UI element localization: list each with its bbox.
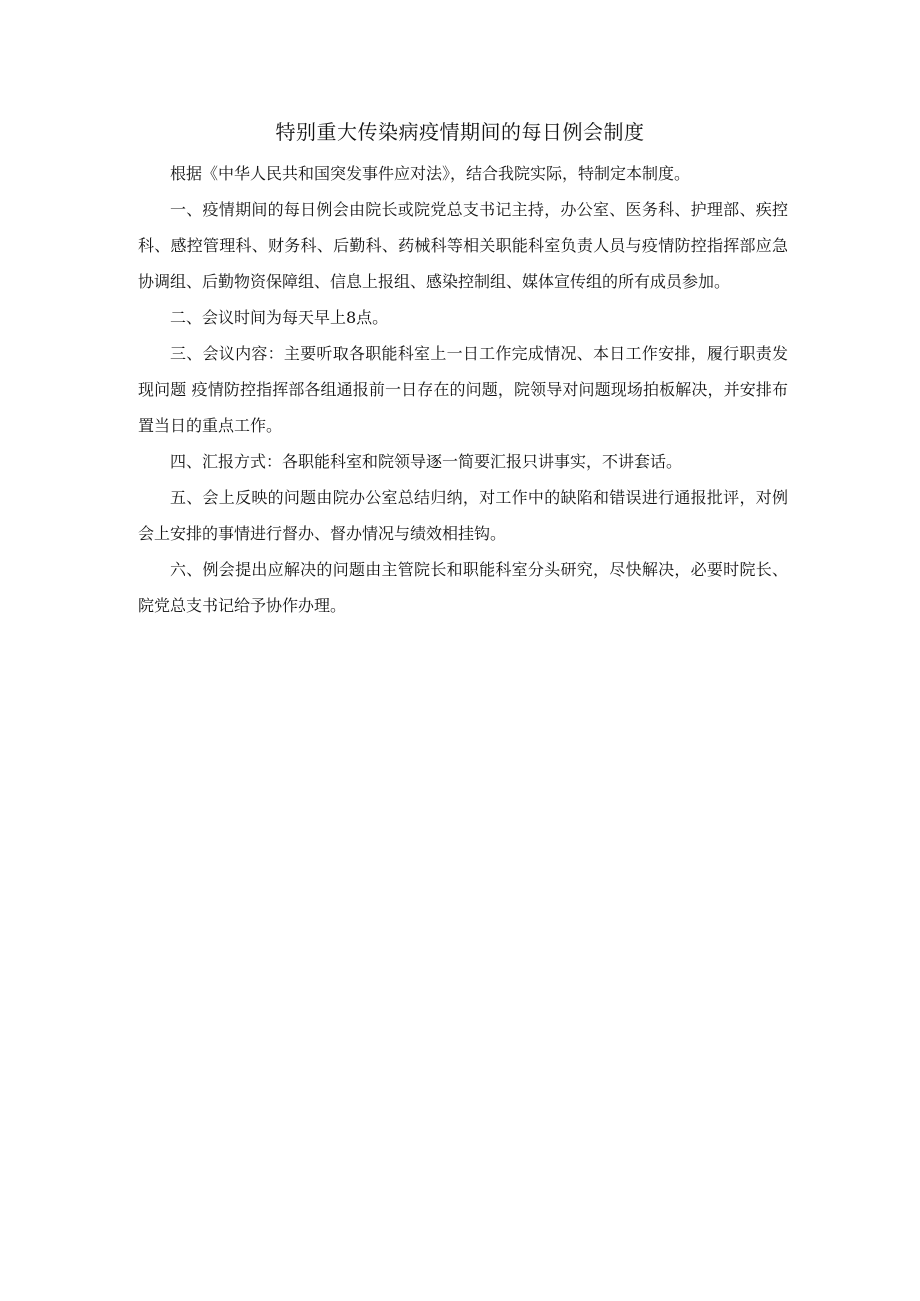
paragraph-3-content: 三、会议内容：主要听取各职能科室上一日工作完成情况、本日工作安排，履行职责发现问题 疫情防控指挥部各组通报前一日存在的问题，院领导对问题现场拍板解决，并安排布置当日的重点工作。 xyxy=(138,344,788,435)
paragraph-4-reporting: 四、汇报方式：各职能科室和院领导逐一简要汇报只讲事实，不讲套话。 xyxy=(170,452,683,471)
paragraph-5-issues: 五、会上反映的问题由院办公室总结归纳，对工作中的缺陷和错误进行通报批评，对例会上安排的事情进行督办、督办情况与绩效相挂钩。 xyxy=(138,488,788,543)
document-title: 特别重大传染病疫情期间的每日例会制度 xyxy=(275,120,645,144)
paragraph-intro: 根据《中华人民共和国突发事件应对法》，结合我院实际，特制定本制度。 xyxy=(170,164,691,183)
document-body xyxy=(138,156,788,624)
paragraph-1-participants: 一、疫情期间的每日例会由院长或院党总支书记主持，办公室、医务科、护理部、疾控科、感控管理科、财务科、后勤科、药械科等相关职能科室负责人员与疫情防控指挥部应急协调组、后勤物资保障组、信息上报组、感染控制组、媒体宣传组的所有成员参加。 xyxy=(138,200,788,291)
paragraph-2-time: 二、会议时间为每天早上8点。 xyxy=(170,308,389,327)
paragraph-6-resolution: 六、例会提出应解决的问题由主管院长和职能科室分头研究，尽快解决，必要时院长、院党总支书记给予协作办理。 xyxy=(138,560,788,615)
